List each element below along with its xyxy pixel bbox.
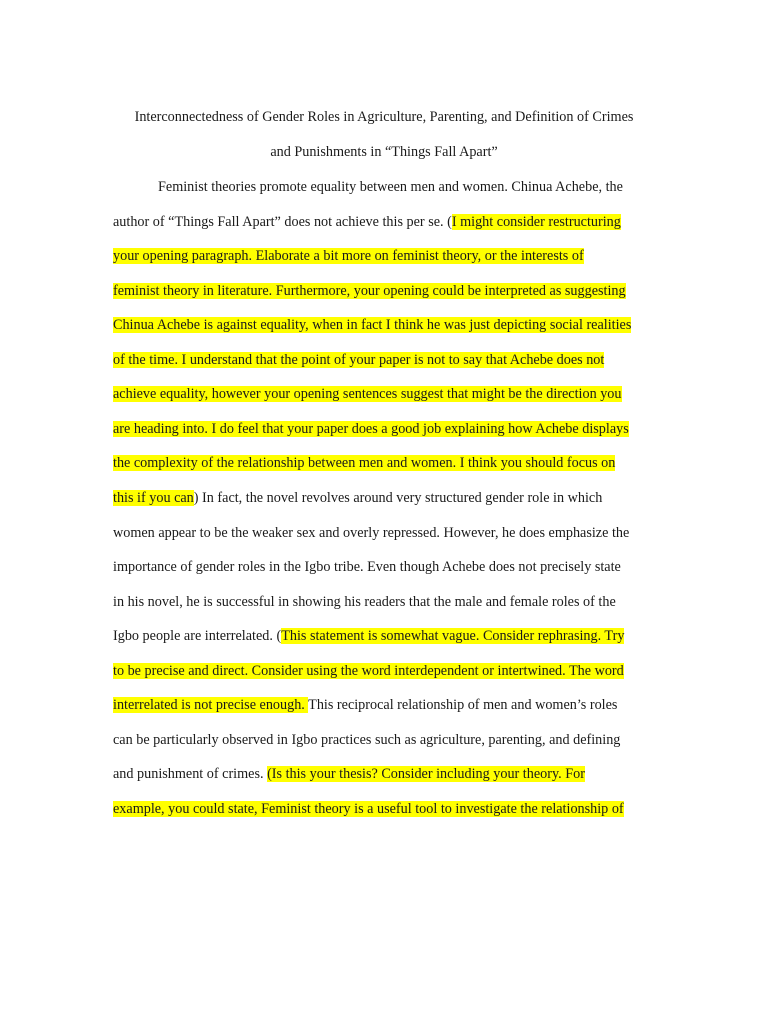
- highlighted-comment: example, you could state, Feminist theory is a useful tool to investigate the relationship of: [113, 800, 624, 817]
- body-line: [113, 624, 624, 648]
- body-line: [113, 728, 620, 752]
- document-title-line-2: and Punishments in “Things Fall Apart”: [270, 144, 498, 160]
- body-line: [113, 382, 622, 406]
- body-text: in his novel, he is successful in showing his readers that the male and female roles of the: [113, 593, 616, 610]
- body-text: ) In fact, the novel revolves around very structured gender role in which: [193, 489, 603, 506]
- body-line: [113, 693, 617, 717]
- body-line: [113, 521, 629, 545]
- highlighted-comment: Chinua Achebe is against equality, when in fact I think he was just depicting social realities: [113, 317, 632, 334]
- body-text: This reciprocal relationship of men and women’s roles: [308, 697, 618, 714]
- body-line: [113, 244, 584, 268]
- body-text: and punishment of crimes.: [113, 766, 268, 783]
- body-text: Feminist theories promote equality between men and women. Chinua Achebe, the: [158, 179, 623, 195]
- body-line: [113, 590, 616, 614]
- body-line: [113, 348, 604, 372]
- highlighted-comment: This statement is somewhat vague. Consider rephrasing. Try: [281, 628, 625, 645]
- body-text: importance of gender roles in the Igbo tribe. Even though Achebe does not precisely state: [113, 559, 621, 576]
- body-text: author of “Things Fall Apart” does not achieve this per se. (: [113, 213, 452, 230]
- highlighted-comment: the complexity of the relationship between men and women. I think you should focus on: [113, 455, 616, 472]
- body-line: [113, 451, 615, 475]
- highlighted-comment: to be precise and direct. Consider using the word interdependent or intertwined. The word: [113, 662, 624, 679]
- body-text: can be particularly observed in Igbo practices such as agriculture, parenting, and defining: [113, 731, 621, 748]
- body-line: [158, 175, 623, 199]
- body-line: [113, 659, 624, 683]
- body-line: [113, 313, 631, 337]
- highlighted-comment: of the time. I understand that the point of your paper is not to say that Achebe does not: [113, 351, 605, 368]
- highlighted-comment: your opening paragraph. Elaborate a bit more on feminist theory, or the interests of: [113, 248, 584, 265]
- highlighted-comment: this if you can: [113, 489, 194, 506]
- highlighted-comment: interrelated is not precise enough.: [113, 697, 309, 714]
- body-line: [113, 417, 629, 441]
- body-line: [113, 279, 626, 303]
- body-line: [113, 797, 624, 821]
- highlighted-comment: achieve equality, however your opening sentences suggest that might be the direction you: [113, 386, 622, 403]
- body-text: women appear to be the weaker sex and overly repressed. However, he does emphasize the: [113, 524, 630, 541]
- highlighted-comment: feminist theory in literature. Furthermore, your opening could be interpreted as suggesting: [113, 282, 626, 299]
- body-line: [113, 486, 602, 510]
- highlighted-comment: I might consider restructuring: [451, 213, 621, 230]
- highlighted-comment: (Is this your thesis? Consider including your theory. For: [267, 766, 585, 783]
- body-text: Igbo people are interrelated. (: [113, 628, 282, 645]
- body-line: [113, 210, 621, 234]
- body-line: [113, 555, 621, 579]
- highlighted-comment: are heading into. I do feel that your paper does a good job explaining how Achebe displays: [113, 420, 629, 437]
- document-title-line-1: Interconnectedness of Gender Roles in Agriculture, Parenting, and Definition of Crimes: [134, 109, 634, 125]
- body-line: [113, 762, 585, 786]
